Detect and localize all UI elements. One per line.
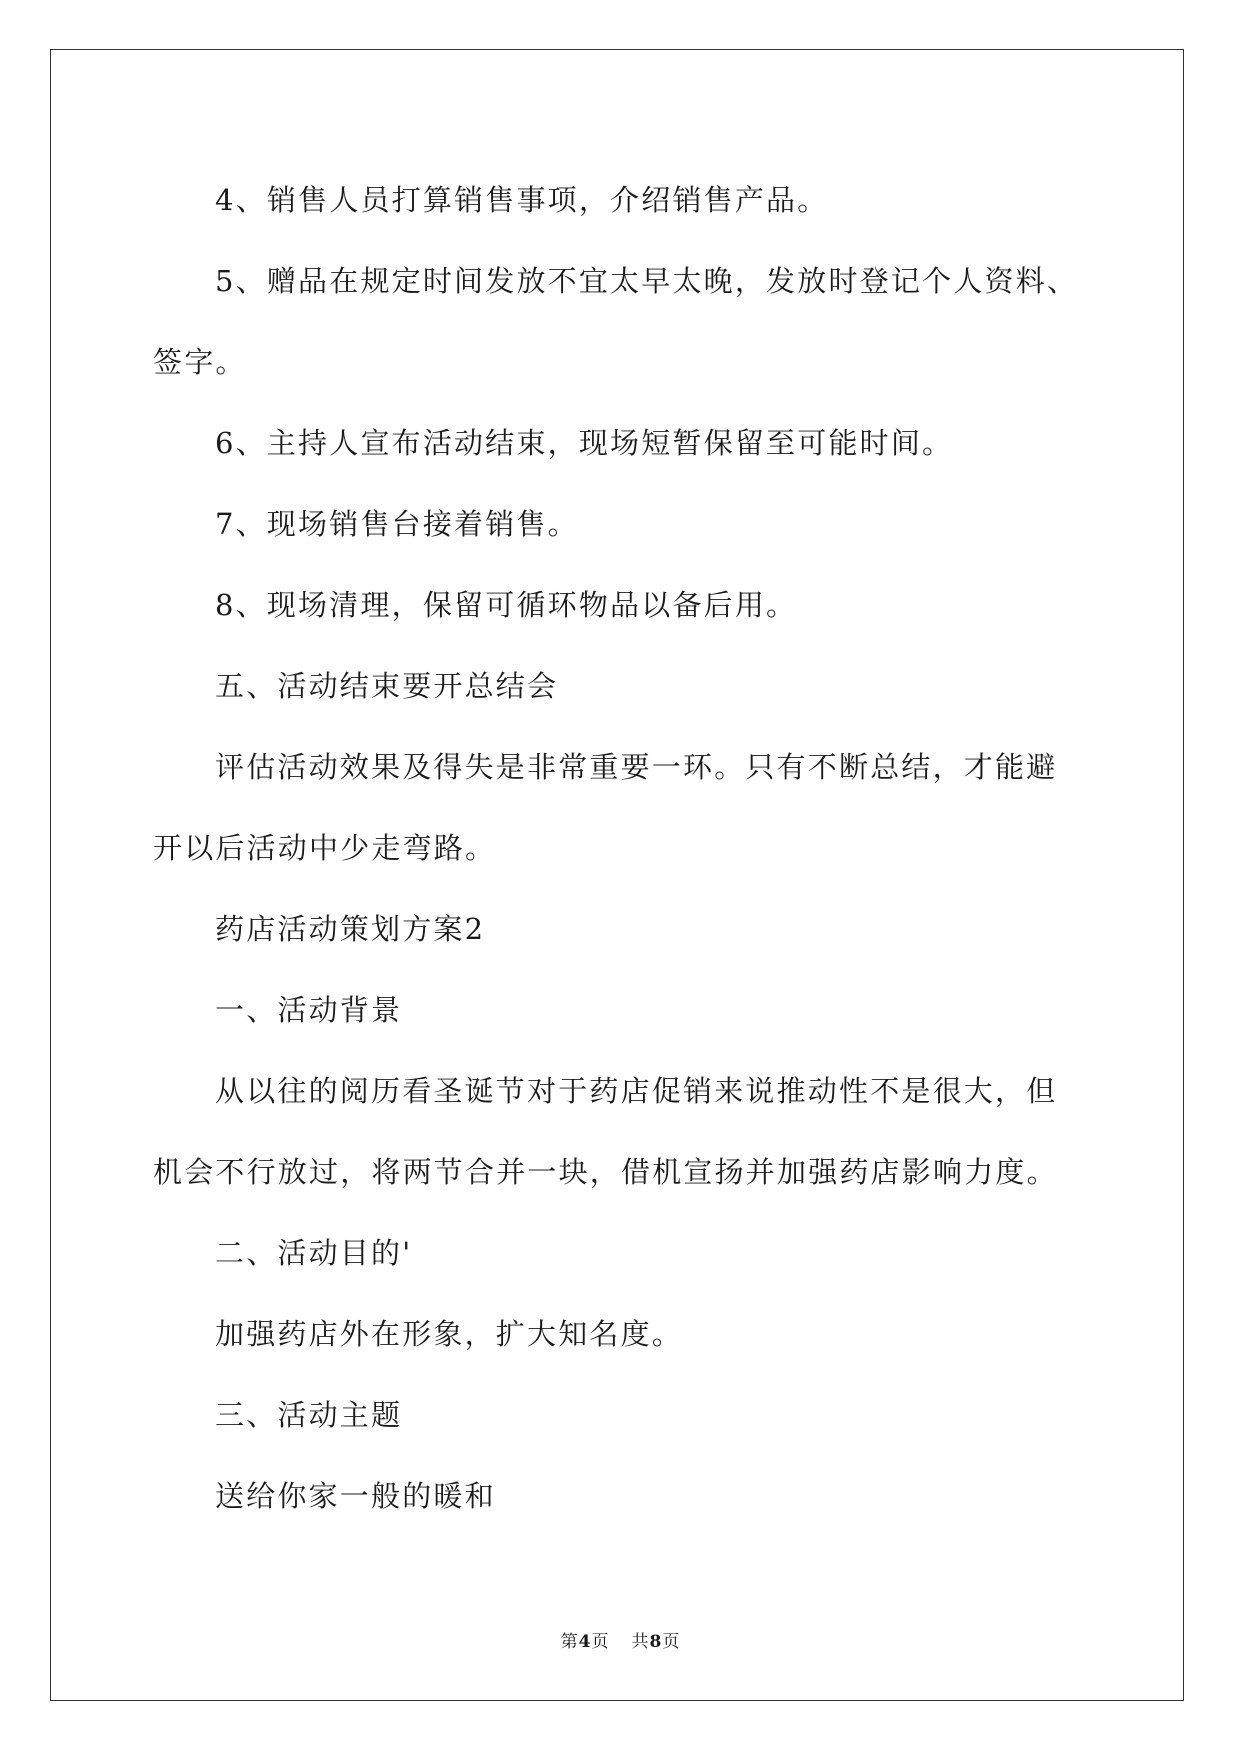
section-heading: 二、活动目的'	[215, 1236, 413, 1270]
paragraph: 6、主持人宣布活动结束，现场短暂保留至可能时间。	[215, 426, 954, 460]
footer-total-prefix: 共	[631, 1632, 650, 1652]
document-subtitle: 药店活动策划方案2	[215, 912, 486, 946]
footer-prefix: 第	[560, 1632, 579, 1652]
paragraph: 加强药店外在形象，扩大知名度。	[215, 1317, 684, 1351]
paragraph: 从以往的阅历看圣诞节对于药店促销来说推动性不是很大，但机会不行放过，将两节合并一块，借机宣扬并加强药店影响力度。	[153, 1074, 1058, 1189]
page-footer	[0, 1627, 1241, 1652]
paragraph: 4、销售人员打算销售事项，介绍销售产品。	[215, 183, 829, 217]
paragraph: 7、现场销售台接着销售。	[215, 507, 579, 541]
paragraph: 5、赠品在规定时间发放不宜太早太晚，发放时登记个人资料、签字。	[153, 264, 1079, 379]
footer-total-suffix: 页	[662, 1632, 681, 1652]
footer-page-suffix: 页	[591, 1632, 610, 1652]
total-page-count: 8	[649, 1632, 663, 1652]
section-heading: 三、活动主题	[215, 1398, 403, 1432]
section-heading: 五、活动结束要开总结会	[215, 669, 559, 703]
document-body	[153, 160, 1088, 1537]
paragraph: 8、现场清理，保留可循环物品以备后用。	[215, 588, 798, 622]
paragraph: 送给你家一般的暖和	[215, 1479, 496, 1513]
current-page-number: 4	[578, 1632, 592, 1652]
section-heading: 一、活动背景	[215, 993, 403, 1027]
paragraph: 评估活动效果及得失是非常重要一环。只有不断总结，才能避开以后活动中少走弯路。	[153, 750, 1058, 865]
